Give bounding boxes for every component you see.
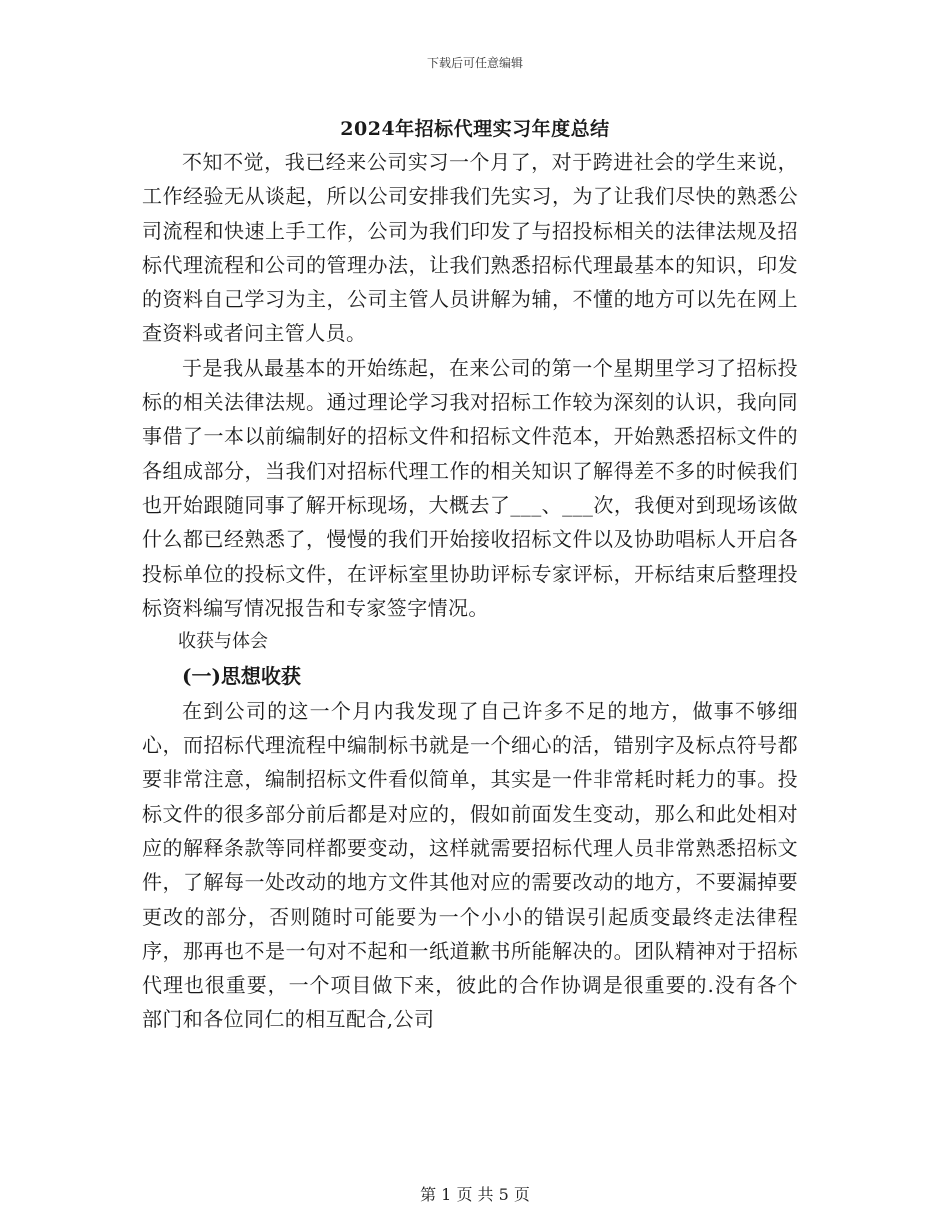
header-note: 下载后可任意编辑 <box>426 56 523 70</box>
document-title: 2024年招标代理实习年度总结 <box>340 118 610 140</box>
body-paragraph-2: 于是我从最基本的开始练起，在来公司的第一个星期里学习了招标投标的相关法律法规。通过理论学习我对招标工作较为深刻的认识，我向同事借了一本以前编制好的招标文件和招标文件范本，开始熟悉招标文件的各组成部分，当我们对招标代理工作的相关知识了解得差不多的时候我们也开始跟随同事了解开标现场，大概去了___、___次，我便对到现场该做什么都已经熟悉了，慢慢的我们开始接收招标文件以及协助唱标人开启各投标单位的投标文件，在评标室里协助评标专家评标，开标结束后整理投标资料编写情况报告和专家签字情况。 <box>142 355 798 620</box>
body-paragraph-3: 在到公司的这一个月内我发现了自己许多不足的地方，做事不够细心，而招标代理流程中编制标书就是一个细心的活，错别字及标点符号都要非常注意，编制招标文件看似简单，其实是一件非常耗时耗力的事。投标文件的很多部分前后都是对应的，假如前面发生变动，那么和此处相对应的解释条款等同样都要变动，这样就需要招标代理人员非常熟悉招标文件，了解每一处改动的地方文件其他对应的需要改动的地方，不要漏掉要更改的部分，否则随时可能要为一个小小的错误引起质变最终走法律程序，那再也不是一句对不起和一纸道歉书所能解决的。团队精神对于招标代理也很重要，一个项目做下来，彼此的合作协调是很重要的.没有各个部门和各位同仁的相互配合,公司 <box>142 698 798 1032</box>
subsection-heading: (一)思想收获 <box>182 664 301 689</box>
section-heading: 收获与体会 <box>178 631 268 653</box>
document-body <box>142 145 798 1037</box>
body-paragraph-1: 不知不觉，我已经来公司实习一个月了，对于跨进社会的学生来说，工作经验无从谈起，所以公司安排我们先实习，为了让我们尽快的熟悉公司流程和快速上手工作，公司为我们印发了与招投标相关的法律法规及招标代理流程和公司的管理办法，让我们熟悉招标代理最基本的知识，印发的资料自己学习为主，公司主管人员讲解为辅，不懂的地方可以先在网上查资料或者问主管人员。 <box>142 150 798 346</box>
page-number: 第 1 页 共 5 页 <box>420 1185 530 1204</box>
